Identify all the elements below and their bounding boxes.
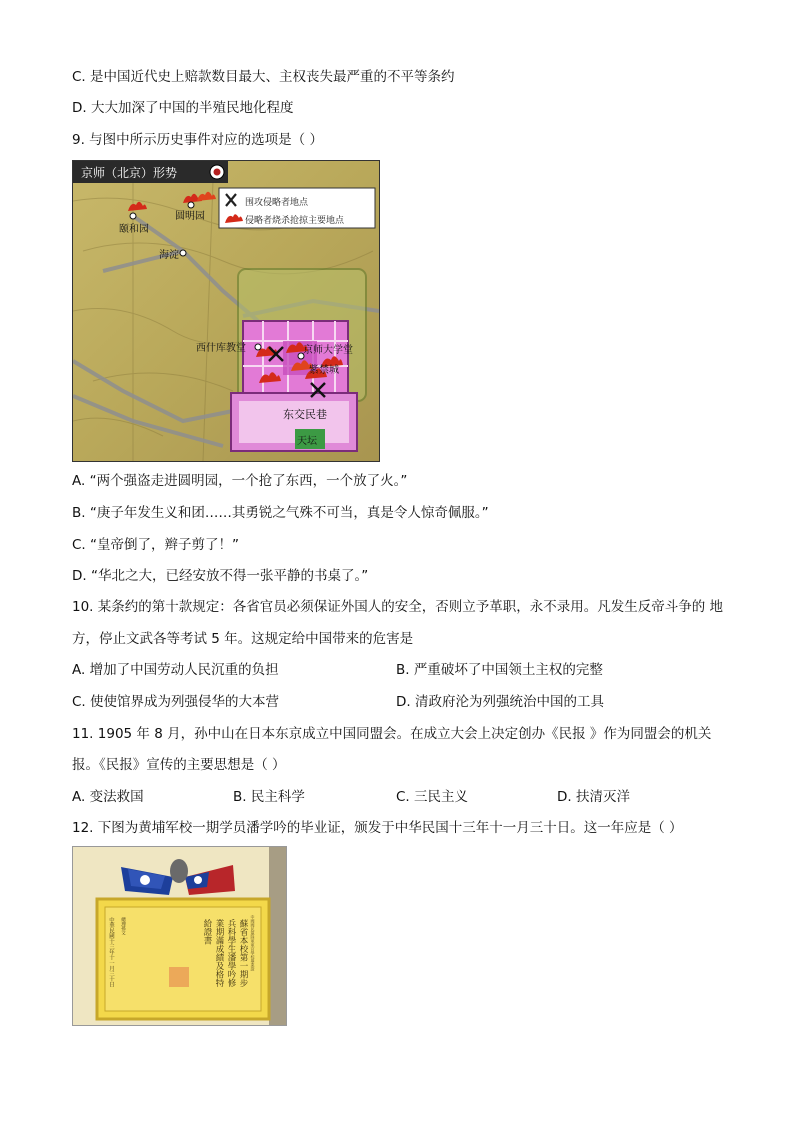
q10-option-a: A. 增加了中国劳动人民沉重的负担 (72, 662, 279, 678)
q11-stem-line2: 报。《民报》宣传的主要思想是（ ） (72, 757, 286, 773)
cert-signer: 總理孫文 (120, 917, 126, 935)
place-yiheyuan: 颐和园 (119, 224, 149, 235)
cert-header: 中國國民黨陸軍軍官學校畢業證 (250, 915, 256, 971)
q12-stem: 12. 下图为黄埔军校一期学员潘学吟的毕业证，颁发于中华民国十三年十一月三十日。这一年应是（ ） (72, 820, 683, 836)
q9-option-c: C. “皇帝倒了，辫子剪了！” (72, 537, 239, 553)
portrait-icon (170, 859, 188, 883)
q10-stem-line2: 方，停止文武各等考试 5 年。这规定给中国带来的危害是 (72, 631, 414, 647)
q10-stem-line1: 10. 某条约的第十款规定：各省官员必须保证外国人的安全，否则立予革职，永不录用。凡发生反帝斗争的 地 (72, 599, 724, 615)
place-xishiku-church: 西什库教堂 (196, 343, 246, 354)
q8-option-c: C. 是中国近代史上赔款数目最大、主权丧失最严重的不平等条约 (72, 69, 455, 85)
q11-option-c: C. 三民主义 (396, 789, 469, 805)
place-tiantan: 天坛 (297, 436, 317, 447)
seal-stamp (169, 967, 189, 987)
q10-option-b: B. 严重破坏了中国领土主权的完整 (396, 662, 603, 678)
q10-option-c: C. 使使馆界成为列强侵华的大本营 (72, 694, 280, 710)
place-dongjiaominxiang: 东交民巷 (283, 408, 327, 421)
q11-option-a: A. 变法救国 (72, 789, 144, 805)
legend-label-siege: 围攻侵略者地点 (245, 198, 309, 208)
cert-body-col2: 兵科學生潘學吟修 (226, 919, 236, 987)
q11-option-b: B. 民主科学 (233, 789, 305, 805)
q11-stem-line1: 11. 1905 年 8 月，孙中山在日本东京成立中国同盟会。在成立大会上决定创办《民报 》作为同盟会的机关 (72, 726, 712, 742)
q9-stem: 9. 与图中所示历史事件对应的选项是（ ） (72, 132, 323, 148)
place-forbidden-city: 紫禁城 (309, 365, 339, 376)
q12-graduation-certificate (72, 846, 287, 1026)
cert-body-col1: 蘇省本校第一期步 (238, 919, 248, 987)
q9-option-b: B. “庚子年发生义和团……其勇锐之气殊不可当，真是令人惊奇佩服。” (72, 505, 489, 521)
cert-body-col3: 業期滿成績及格特 (214, 919, 224, 987)
cert-body-col4: 給證書 (202, 919, 212, 945)
map-title: 京师（北京）形势 (81, 166, 178, 180)
q9-historical-map (72, 160, 380, 462)
q9-option-d: D. “华北之大，已经安放不得一张平静的书桌了。” (72, 568, 369, 584)
q11-option-d: D. 扶清灭洋 (557, 789, 630, 805)
legend-label-plunder: 侵略者烧杀抢掠主要地点 (245, 216, 345, 226)
place-imperial-university: 京师大学堂 (303, 345, 353, 356)
q9-option-a: A. “两个强盗走进圆明园，一个抢了东西，一个放了火。” (72, 473, 408, 489)
place-haidian: 海淀 (159, 250, 179, 261)
cert-date: 中華民國十三年十一月三十日 (108, 917, 114, 988)
place-yuanmingyuan: 圆明园 (175, 211, 205, 222)
q10-option-d: D. 清政府沦为列强统治中国的工具 (396, 694, 604, 710)
q8-option-d: D. 大大加深了中国的半殖民地化程度 (72, 100, 294, 116)
